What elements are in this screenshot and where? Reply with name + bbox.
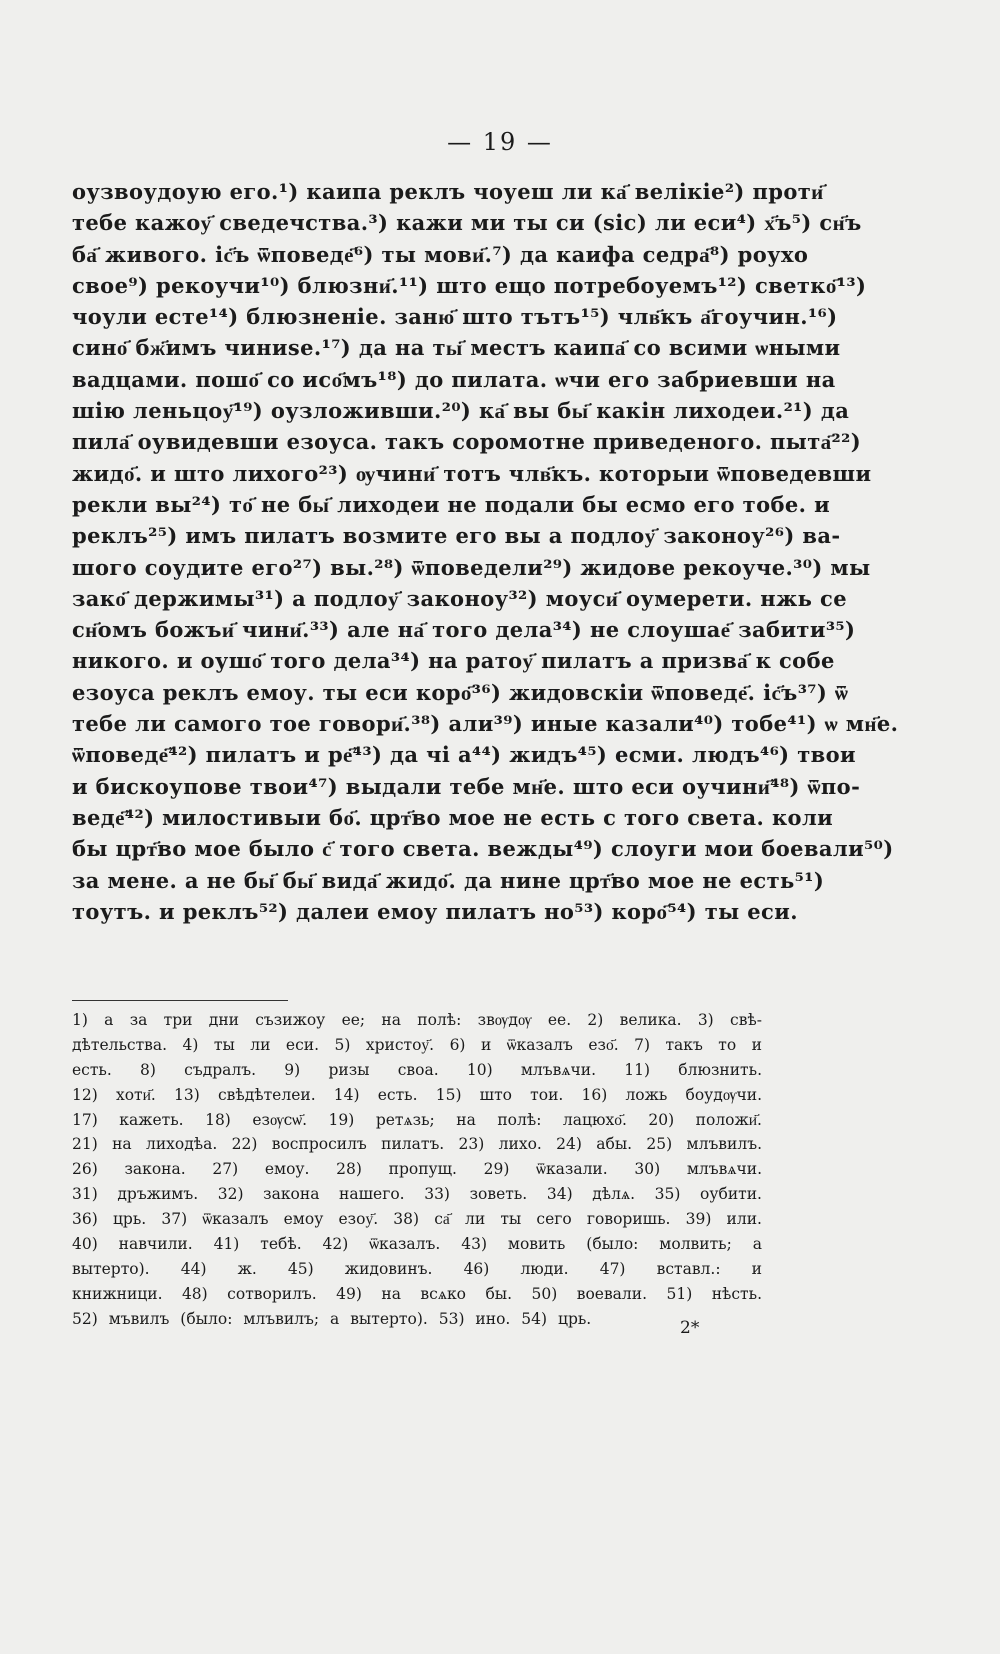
footnote-line: 40) навчили. 41) тебѣ. 42) ѿказалъ. 43) мовить (было: молвить; а [72, 1235, 762, 1254]
footnote-line: 21) на лиходѣа. 22) воспросилъ пилатъ. 23) лихо. 24) абы. 25) млъвилъ. [72, 1135, 762, 1154]
text-line: жидо҃. и што лихого²³) ѹчини҃ тотъ члв҃къ. которыи ѿповедевши [72, 460, 872, 486]
text-line: вадцами. пошо҃ со исо҃мъ¹⁸) до пилата. ѡчи его забриевши на [72, 366, 836, 392]
footnote-separator [72, 1000, 288, 1001]
text-line: никого. и оушо҃ того дела³⁴) на ратоу҃ пилатъ а призва҃ к собе [72, 648, 835, 674]
text-line: веде҃⁴²) милостивыи бо҃. црт҃во мое не есть с того света. коли [72, 804, 834, 830]
footnote-line: 26) закона. 27) емоу. 28) пропущ. 29) ѿказали. 30) млъвѧчи. [72, 1160, 762, 1179]
footnote-line: книжници. 48) сотворилъ. 49) на всѧко бы. 50) воевали. 51) нѣсть. [72, 1284, 762, 1303]
footnote-line: 36) црь. 37) ѿказалъ емоу езоу҃. 38) са҃ ли ты сего говоришь. 39) или. [72, 1210, 762, 1229]
text-line: свое⁹) рекоучи¹⁰) блюзни҃.¹¹) што ещо потребоуемъ¹²) светко҃¹³) [72, 272, 867, 298]
text-line: шію леньцоу҃¹⁹) оузложивши.²⁰) ка҃ вы бы҃ какін лиходеи.²¹) да [72, 398, 850, 424]
text-line: пила҃ оувидевши езоуса. такъ соромотне приведеного. пыта҃²²) [72, 429, 862, 455]
footnote-line: 12) хоти҃. 13) свѣдѣтелеи. 14) есть. 15) што тои. 16) ложь боудѹчи. [72, 1085, 762, 1104]
text-line: ба҃ живого. іс҃ъ ѿповеде҃⁶) ты мови҃.⁷) да каифа седра҃⁸) роухо [72, 241, 809, 267]
text-line: тебе ли самого тое говори҃.³⁸) али³⁹) иные казали⁴⁰) тобе⁴¹) ѡ мн҃е. [72, 711, 899, 737]
text-line: зако҃ держимы³¹) а подлоу҃ законоу³²) моуси҃ оумерети. нжь се [72, 585, 847, 611]
main-text [72, 176, 899, 927]
text-line: бы црт҃во мое было с҃ того света. вежды⁴⁹) слоуги мои боевали⁵⁰) [72, 836, 894, 862]
footnotes [72, 1008, 762, 1332]
text-line: езоуса реклъ емоу. ты еси коро҃³⁶) жидовскіи ѿповеде҃. іс҃ъ³⁷) ѿ [72, 679, 849, 705]
footnote-line: 1) а за три дни съзижоу ее; на полѣ: звѹдѹ ее. 2) велика. 3) свѣ- [72, 1011, 762, 1029]
footnote-line: 17) кажеть. 18) езѹсѡ҃. 19) ретѧзь; на полѣ: лацюхо҃. 20) положи҃. [72, 1110, 762, 1129]
footnote-line: 31) дръжимъ. 32) закона нашего. 33) зоветь. 34) дѣлѧ. 35) оубити. [72, 1185, 762, 1204]
footnote-line: есть. 8) съдралъ. 9) ризы своа. 10) млъвѧчи. 11) блюзнить. [72, 1060, 762, 1079]
signature-mark: 2* [680, 1318, 700, 1338]
text-line: шого соудите его²⁷) вы.²⁸) ѿповедели²⁹) жидове рекоуче.³⁰) мы [72, 554, 871, 580]
text-line: рекли вы²⁴) то҃ не бы҃ лиходеи не подали бы есмо его тобе. и [72, 491, 831, 517]
text-line: тебе кажоу҃ сведечства.³) кажи ми ты си (sic) ли еси⁴) х҃ъ⁵) сн҃ъ [72, 210, 862, 236]
text-line: оузвоудоую его.¹) каипа реклъ чоуеш ли ка҃ велікіе²) проти҃ [72, 179, 824, 204]
footnote-line: 52) мъвилъ (было: млъвилъ; а вытерто). 53) ино. 54) црь. [72, 1309, 592, 1328]
text-line: и бискоупове твои⁴⁷) выдали тебе мн҃е. што еси оучини҃⁴⁸) ѿпо- [72, 773, 861, 799]
footnote-line: дѣтельства. 4) ты ли еси. 5) христоу҃. 6) и ѿказалъ езо҃. 7) такъ то и [72, 1035, 762, 1054]
text-line: тоутъ. и реклъ⁵²) далеи емоу пилатъ но⁵³) коро҃⁵⁴) ты еси. [72, 898, 798, 924]
text-line: ѿповеде҃⁴²) пилатъ и ре҃⁴³) да чі а⁴⁴) жидъ⁴⁵) есми. людъ⁴⁶) твои [72, 742, 857, 768]
text-line: реклъ²⁵) имъ пилатъ возмите его вы а подлоу҃ законоу²⁶) ва- [72, 523, 841, 549]
page-number: — 19 — [447, 128, 553, 156]
text-line: чоули есте¹⁴) блюзненіе. заню҃ што тътъ¹⁵) члв҃къ а҃гоучин.¹⁶) [72, 304, 838, 330]
footnote-line: вытерто). 44) ж. 45) жидовинъ. 46) люди. 47) вставл.: и [72, 1259, 762, 1278]
text-line: сино҃ бж҃имъ чиниѕе.¹⁷) да на ты҃ местъ каипа҃ со всими ѡными [72, 335, 841, 361]
text-line: за мене. а не бы҃ бы҃ вида҃ жидо҃. да нине црт҃во мое не есть⁵¹) [72, 867, 825, 893]
text-line: сн҃омъ божъи҃ чини҃.³³) але на҃ того дела³⁴) не слоушае҃ забити³⁵) [72, 617, 856, 643]
